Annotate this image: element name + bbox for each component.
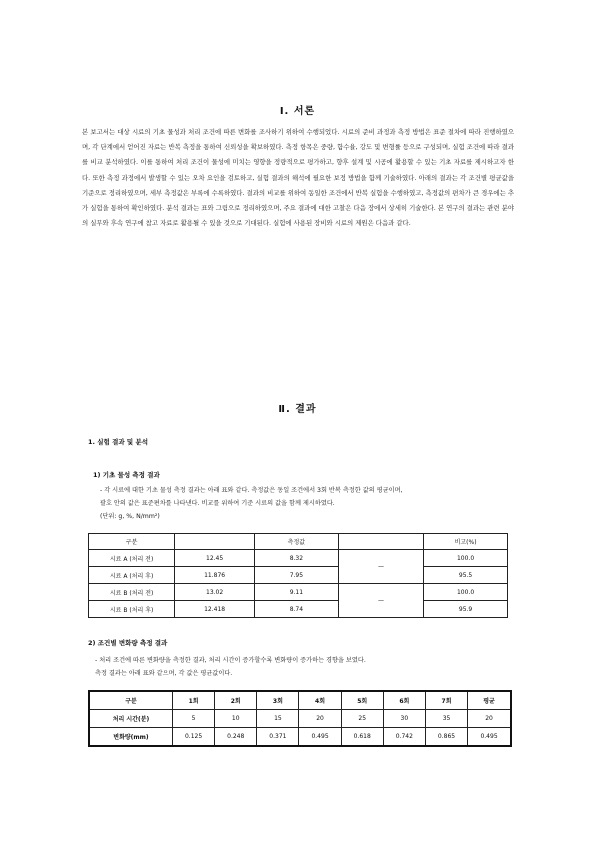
table-header-row: [89, 691, 511, 710]
table-cell: 100.0: [424, 550, 508, 567]
table-header-cell: [175, 534, 255, 550]
table-cell: 시료 B (처리 전): [89, 584, 175, 601]
table-cell: 0.125: [173, 728, 215, 747]
table-header-cell: 6회: [383, 691, 425, 710]
table-header-cell: 3회: [257, 691, 299, 710]
table-header-cell: 7회: [425, 691, 467, 710]
part2-note: [95, 654, 512, 680]
table-cell: 시료 A (처리 후): [89, 567, 175, 584]
part2-heading: 2) 조건별 변화량 측정 결과: [88, 639, 168, 647]
property-table: [88, 533, 508, 618]
table-header-cell: 비고(%): [424, 534, 508, 550]
section-title-results: Ⅱ. 결과: [278, 404, 317, 415]
table-cell-merged: —: [338, 550, 423, 584]
part1-note: [100, 484, 512, 523]
table-cell: 0.495: [468, 728, 511, 747]
table-header-cell: 평균: [468, 691, 511, 710]
table-row: [89, 550, 508, 567]
table-cell: 5: [173, 710, 215, 728]
table-cell: 시료 A (처리 전): [89, 550, 175, 567]
part1-heading: 1) 기초 물성 측정 결과: [93, 471, 160, 479]
table-cell: 30: [383, 710, 425, 728]
table-cell: 35: [425, 710, 467, 728]
section-title-introduction: Ⅰ. 서론: [279, 106, 316, 117]
table-cell: 0.371: [257, 728, 299, 747]
table-cell: 시료 B (처리 후): [89, 601, 175, 618]
table-cell: 0.865: [425, 728, 467, 747]
table-cell: 95.5: [424, 567, 508, 584]
table-cell: 9.11: [255, 584, 339, 601]
part1-note-line-1: - 각 시료에 대한 기초 물성 측정 결과는 아래 표와 같다. 측정값은 동일 조건에서 3회 반복 측정한 값의 평균이며,: [100, 487, 403, 494]
table-cell: 12.45: [175, 550, 255, 567]
part2-note-line-2: 측정 결과는 아래 표와 같으며, 각 값은 평균값이다.: [95, 670, 233, 677]
table-cell: 20: [299, 710, 341, 728]
table-cell: 7.95: [255, 567, 339, 584]
table-header-row: [89, 534, 508, 550]
table-cell: 15: [257, 710, 299, 728]
table-cell-merged: —: [338, 584, 423, 618]
table-row: [89, 728, 511, 747]
table-cell: 12.418: [175, 601, 255, 618]
table-row: [89, 567, 508, 584]
table-cell: 0.618: [341, 728, 383, 747]
table-row: [89, 584, 508, 601]
table-row: [89, 710, 511, 728]
table-cell: 25: [341, 710, 383, 728]
table-cell: 10: [215, 710, 257, 728]
table-cell: 13.02: [175, 584, 255, 601]
results-subtitle: 1. 실험 결과 및 분석: [88, 438, 148, 446]
table-header-cell: 구분: [89, 691, 173, 710]
table-cell: 11.876: [175, 567, 255, 584]
table-header-cell: 구분: [89, 534, 175, 550]
table-header-cell: [338, 534, 423, 550]
table-cell: 95.9: [424, 601, 508, 618]
part1-note-line-3: (단위: g, %, N/mm²): [100, 513, 160, 520]
table-header-cell: 2회: [215, 691, 257, 710]
table-header-cell: 측정값: [255, 534, 339, 550]
table-cell: 100.0: [424, 584, 508, 601]
part1-note-line-2: 괄호 안의 값은 표준편차를 나타낸다. 비교를 위하여 기준 시료의 값을 함께 제시하였다.: [100, 500, 335, 507]
table-cell: 20: [468, 710, 511, 728]
table-header-cell: 5회: [341, 691, 383, 710]
change-table: [88, 690, 512, 747]
introduction-paragraph: 본 보고서는 대상 시료의 기초 물성과 처리 조건에 따른 변화를 조사하기 위하여 수행되었다. 시료의 준비 과정과 측정 방법은 표준 절차에 따라 진행하였으며, 각 단계에서 얻어진 자료는 반복 측정을 통하여 신뢰성을 확보하였다. 측정 항목은 중량, 함수율, 강도 및 변형률 등으로 구성되며, 실험 조건에 따라 결과를 비교 분석하였다. 이를 통하여 처리 조건이 물성에 미치는 영향을 정량적으로 평가하고, 향후 설계 및 시공에 활용할 수 있는 기초 자료를 제시하고자 한다. 또한 측정 과정에서 발생할 수 있는 오차 요인을 검토하고, 실험 결과의 해석에 필요한 보정 방법을 함께 기술하였다. 아래의 결과는 각 조건별 평균값을 기준으로 정리하였으며, 세부 측정값은 부록에 수록하였다. 결과의 비교를 위하여 동일한 조건에서 반복 실험을 수행하였고, 측정값의 편차가 큰 경우에는 추가 실험을 통하여 확인하였다. 분석 결과는 표와 그림으로 정리하였으며, 주요 결과에 대한 고찰은 다음 장에서 상세히 기술한다. 본 연구의 결과는 관련 분야의 실무와 후속 연구에 참고 자료로 활용될 수 있을 것으로 기대된다. 실험에 사용된 장비와 시료의 제원은 다음과 같다.: [82, 128, 514, 228]
table-cell: 0.495: [299, 728, 341, 747]
table-cell: 변화량(mm): [89, 728, 173, 747]
table-cell: 처리 시간(분): [89, 710, 173, 728]
table-header-cell: 1회: [173, 691, 215, 710]
table-cell: 0.742: [383, 728, 425, 747]
table-cell: 8.74: [255, 601, 339, 618]
table-cell: 0.248: [215, 728, 257, 747]
table-row: [89, 601, 508, 618]
table-header-cell: 4회: [299, 691, 341, 710]
table-cell: 8.32: [255, 550, 339, 567]
part2-note-line-1: - 처리 조건에 따른 변화량을 측정한 결과, 처리 시간이 증가할수록 변화량이 증가하는 경향을 보였다.: [95, 657, 366, 664]
